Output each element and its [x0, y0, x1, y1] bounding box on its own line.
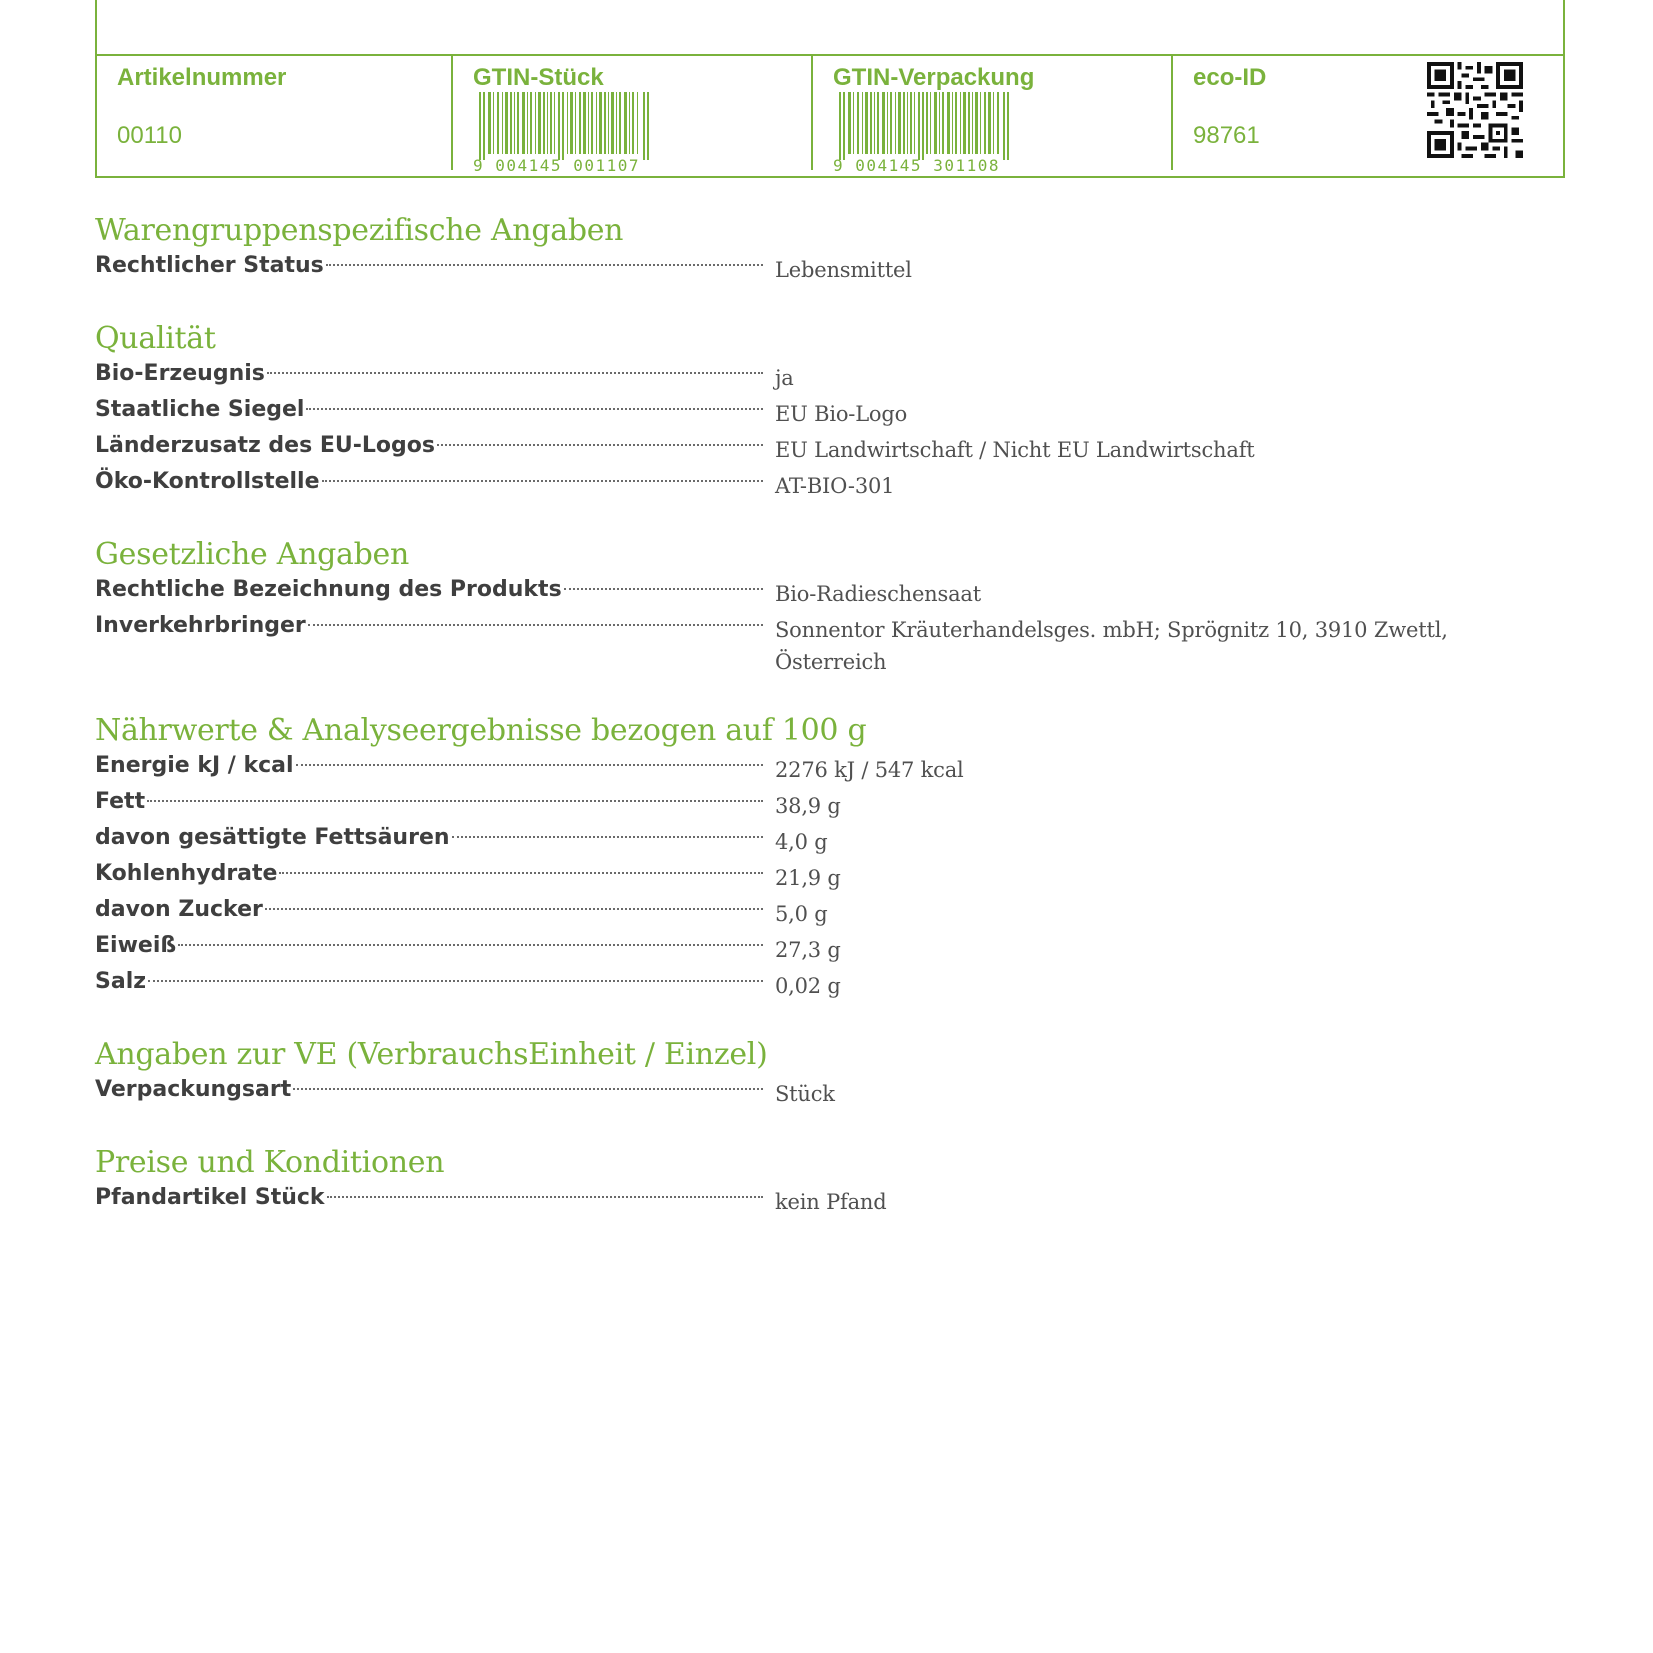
dot-leader	[265, 908, 763, 910]
detail-row	[95, 894, 1555, 930]
gtin-verpackung-digits: 9 004145 301108	[833, 156, 1000, 175]
detail-row	[95, 358, 1555, 394]
detail-row	[95, 750, 1555, 786]
row-value: ja	[775, 366, 794, 390]
dot-leader	[293, 1088, 763, 1090]
row-value: Lebensmittel	[775, 258, 912, 282]
row-label: Verpackungsart	[95, 1077, 292, 1102]
row-label: Rechtliche Bezeichnung des Produkts	[95, 577, 562, 602]
row-value: EU Bio-Logo	[775, 402, 908, 426]
row-value: 27,3 g	[775, 938, 841, 962]
row-label: davon Zucker	[95, 897, 263, 922]
section-ve	[95, 1036, 1555, 1110]
dot-leader	[322, 480, 763, 482]
row-value: 0,02 g	[775, 974, 841, 998]
product-details	[95, 212, 1555, 1252]
gtin-verpackung-cell	[813, 56, 1171, 174]
section-title: Angaben zur VE (VerbrauchsEinheit / Einzel)	[95, 1037, 768, 1072]
section-title: Preise und Konditionen	[95, 1145, 445, 1180]
detail-row	[95, 822, 1555, 858]
eco-id-value: 98761	[1193, 122, 1260, 149]
row-value: 38,9 g	[775, 794, 841, 818]
row-value: 2276 kJ / 547 kcal	[775, 758, 964, 782]
row-value: AT-BIO-301	[775, 474, 895, 498]
section-preise	[95, 1144, 1555, 1218]
dot-leader	[326, 264, 763, 266]
row-label: Kohlenhydrate	[95, 861, 278, 886]
eco-id-label: eco-ID	[1193, 64, 1267, 91]
barcode-bars-icon	[479, 92, 649, 160]
dot-leader	[267, 372, 763, 374]
row-label: Eiweiß	[95, 933, 177, 958]
section-title: Nährwerte & Analyseergebnisse bezogen auf 100 g	[95, 713, 867, 748]
row-value: 4,0 g	[775, 830, 828, 854]
dot-leader	[147, 800, 763, 802]
detail-row	[95, 966, 1555, 1002]
gtin-stueck-digits: 9 004145 001107	[473, 156, 640, 175]
qr-code-icon	[1427, 62, 1523, 158]
artikelnummer-label: Artikelnummer	[117, 64, 287, 91]
artikelnummer-value: 00110	[117, 122, 182, 149]
detail-row	[95, 574, 1555, 610]
product-header-box	[95, 0, 1565, 178]
row-label: Inverkehrbringer	[95, 613, 306, 638]
detail-row	[95, 610, 1555, 678]
row-label: Fett	[95, 789, 146, 814]
detail-row	[95, 786, 1555, 822]
detail-row	[95, 858, 1555, 894]
gtin-stueck-label: GTIN-Stück	[473, 64, 604, 91]
detail-row	[95, 930, 1555, 966]
row-value: 21,9 g	[775, 866, 841, 890]
barcode-bars-icon	[839, 92, 1009, 160]
dot-leader	[279, 872, 763, 874]
row-label: Staatliche Siegel	[95, 397, 305, 422]
gtin-verpackung-label: GTIN-Verpackung	[833, 64, 1035, 91]
section-title: Warengruppenspezifische Angaben	[95, 213, 624, 248]
row-value: Bio-Radieschensaat	[775, 582, 981, 606]
dot-leader	[564, 588, 763, 590]
row-value: kein Pfand	[775, 1190, 887, 1214]
row-value: EU Landwirtschaft / Nicht EU Landwirtschaft	[775, 438, 1255, 462]
row-value: 5,0 g	[775, 902, 828, 926]
row-label: Länderzusatz des EU-Logos	[95, 433, 435, 458]
dot-leader	[148, 980, 763, 982]
section-title: Gesetzliche Angaben	[95, 537, 409, 572]
detail-row	[95, 430, 1555, 466]
dot-leader	[178, 944, 763, 946]
detail-row	[95, 466, 1555, 502]
section-qualitaet	[95, 320, 1555, 502]
gtin-stueck-barcode	[473, 92, 653, 176]
section-title: Qualität	[95, 321, 216, 356]
row-label: Pfandartikel Stück	[95, 1185, 325, 1210]
detail-row	[95, 250, 1555, 286]
section-naehrwerte	[95, 712, 1555, 1002]
row-label: davon gesättigte Fettsäuren	[95, 825, 450, 850]
detail-row	[95, 1074, 1555, 1110]
row-value: Stück	[775, 1082, 835, 1106]
row-label: Rechtlicher Status	[95, 253, 324, 278]
row-label: Bio-Erzeugnis	[95, 361, 265, 386]
section-gesetzlich	[95, 536, 1555, 678]
section-warengruppe	[95, 212, 1555, 286]
dot-leader	[437, 444, 763, 446]
gtin-verpackung-barcode	[833, 92, 1013, 176]
row-label: Öko-Kontrollstelle	[95, 469, 320, 494]
row-value: Sonnentor Kräuterhandelsges. mbH; Sprögnitz 10, 3910 Zwettl, Österreich	[775, 618, 1448, 674]
row-label: Energie kJ / kcal	[95, 753, 294, 778]
gtin-stueck-cell	[453, 56, 811, 174]
artikelnummer-cell	[97, 56, 451, 174]
dot-leader	[308, 624, 763, 626]
detail-row	[95, 1182, 1555, 1218]
detail-row	[95, 394, 1555, 430]
dot-leader	[452, 836, 763, 838]
dot-leader	[306, 408, 763, 410]
row-label: Salz	[95, 969, 147, 994]
dot-leader	[296, 764, 763, 766]
dot-leader	[327, 1196, 763, 1198]
